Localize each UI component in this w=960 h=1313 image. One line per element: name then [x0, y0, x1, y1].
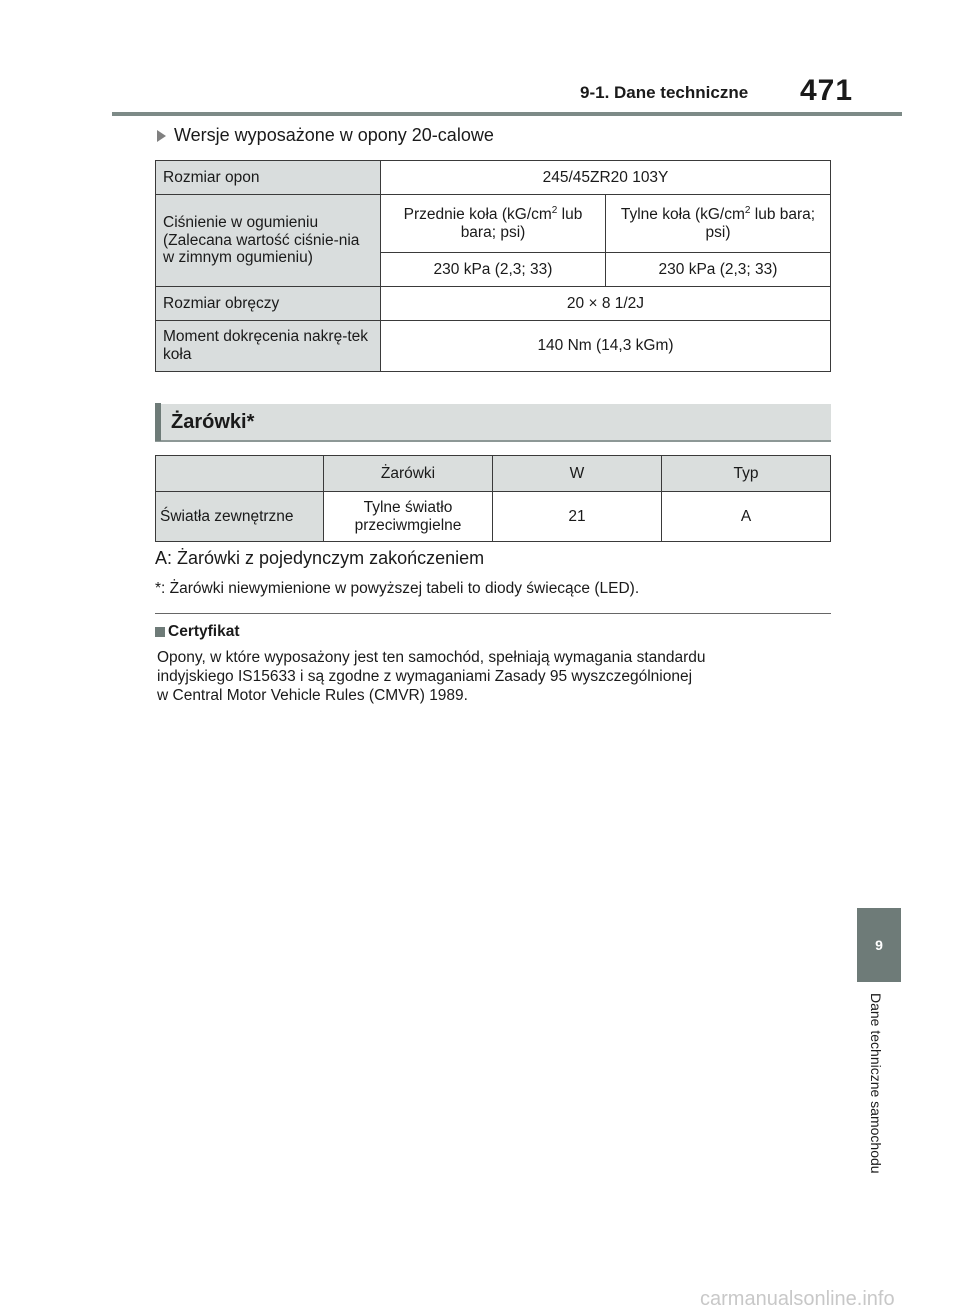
chapter-side-label — [868, 993, 890, 1213]
watermark: carmanualsonline.info — [700, 1288, 895, 1310]
torque-value: 140 Nm (14,3 kGm) — [381, 321, 831, 372]
chapter-tab[interactable]: 9 — [857, 908, 901, 982]
front-pressure-header: Przednie koła ($kG/cm^2$ lub bara; psi) — [381, 195, 606, 253]
front-pressure-value: 230 kPa (2,3; 33) — [381, 253, 606, 287]
note-bulb-type-a: A: Żarówki z pojedynczym zakończeniem — [155, 548, 485, 568]
certification-line: Opony, w które wyposażony jest ten samochód, spełniają wymagania standardu — [157, 649, 706, 666]
subsection-heading — [157, 125, 494, 146]
rear-pressure-header: Tylne koła ($kG/cm^2$ lub bara; psi) — [606, 195, 831, 253]
bulbs-row-type: A — [662, 492, 831, 542]
certification-body — [157, 649, 837, 706]
bulbs-section-heading — [155, 404, 831, 442]
chapter-title: Dane techniczne samochodu — [868, 993, 884, 1174]
torque-label: Moment dokręcenia nakrę-tek koła — [156, 321, 381, 372]
tyre-size-value: 245/45ZR20 103Y — [381, 161, 831, 195]
tyre-size-label: Rozmiar opon — [156, 161, 381, 195]
bulbs-header-empty — [156, 456, 324, 492]
footnote-led: *: Żarówki niewymienione w powyższej tabeli to diody świecące (LED). — [155, 580, 640, 597]
rim-size-value: 20 × 8 1/2J — [381, 287, 831, 321]
header-divider — [112, 112, 902, 116]
triangle-bullet-icon — [157, 130, 166, 142]
certification-line: indyjskiego IS15633 i są zgodne z wymaganiami Zasady 95 wyszczególnionej — [157, 667, 693, 685]
section-title: 9-1. Dane techniczne — [580, 83, 749, 102]
bulbs-table — [155, 455, 831, 542]
tyre-spec-table — [155, 160, 831, 372]
rim-size-label: Rozmiar obręczy — [156, 287, 381, 321]
bulbs-row-watts: 21 — [493, 492, 662, 542]
bulbs-row-category: Światła zewnętrzne — [156, 492, 324, 542]
certification-heading — [155, 623, 240, 641]
heading-accent-bar — [155, 403, 161, 441]
certification-title: Certyfikat — [168, 623, 240, 640]
bulbs-header-type: Typ — [662, 456, 831, 492]
section-divider — [155, 613, 831, 614]
rear-pressure-value: 230 kPa (2,3; 33) — [606, 253, 831, 287]
bulbs-row-name: Tylne światło przeciwmgielne — [324, 492, 493, 542]
square-bullet-icon — [155, 627, 165, 637]
bulbs-header-watts: W — [493, 456, 662, 492]
certification-line: w Central Motor Vehicle Rules (CMVR) 1989. — [157, 686, 468, 704]
bulbs-heading-text: Żarówki* — [171, 410, 255, 433]
pressure-label: Ciśnienie w ogumieniu (Zalecana wartość ciśnie-nia w zimnym ogumieniu) — [156, 195, 381, 287]
subsection-title: Wersje wyposażone w opony 20-calowe — [174, 125, 494, 145]
bulbs-header-bulbs: Żarówki — [324, 456, 493, 492]
page-number: 471 — [800, 74, 854, 107]
